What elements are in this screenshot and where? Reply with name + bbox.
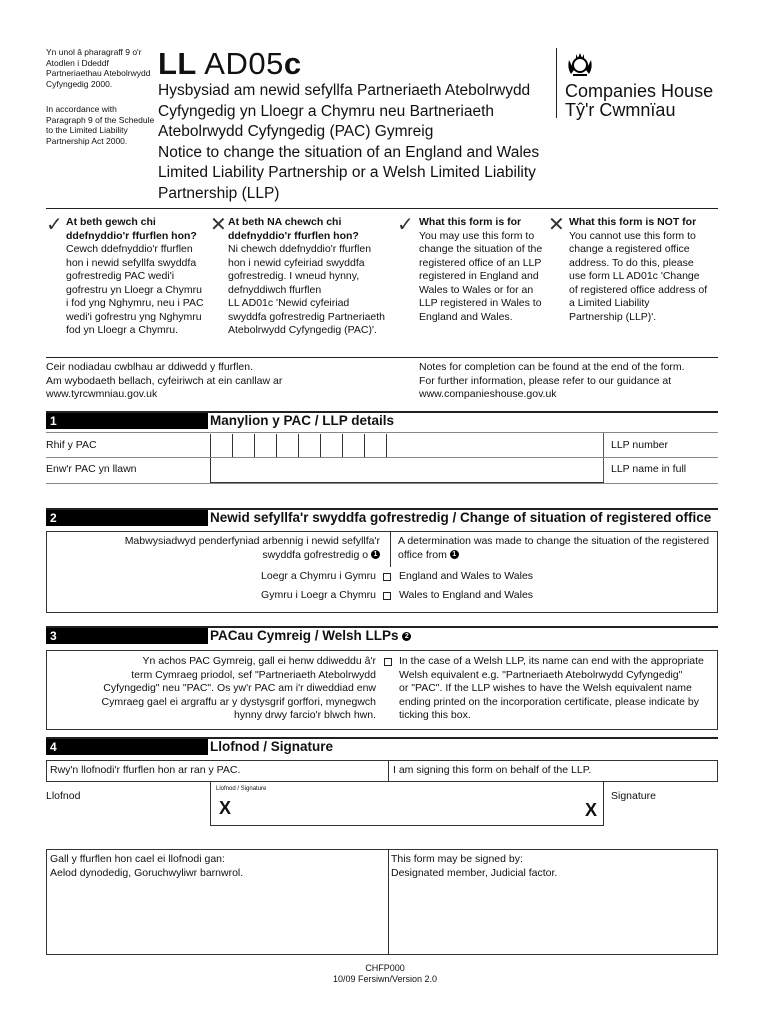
intro-top-rule [46, 208, 718, 209]
who-may-sign-english [391, 853, 711, 880]
title-english-line: Notice to change the situation of an England and Wales [158, 143, 540, 161]
cross-icon: ✕ [548, 214, 565, 236]
intro-col2-line: swyddfa gofrestredig Partneriaeth [228, 310, 386, 323]
section4-title: Llofnod / Signature [210, 739, 333, 754]
section2-title: Newid sefyllfa'r swyddfa gofrestredig / Change of situation of registered office [210, 510, 712, 525]
llp-number-label-welsh: Rhif y PAC [46, 439, 97, 451]
signature-label-english: Signature [611, 790, 656, 802]
opt1-label-welsh: Loegr a Chymru i Gymru [261, 570, 376, 582]
intro-col4-line: address. To do this, please [569, 256, 694, 269]
section3-welsh-line: Yn achos PAC Gymreig, gall ei henw ddiweddu â'r [142, 655, 376, 667]
footer-code: CHFP000 [365, 963, 405, 973]
section2-english-line: A determination was made to change the situation of the registered [398, 535, 710, 547]
intro-col3-line: LLP registered in Wales to [419, 297, 542, 309]
logo-english: Companies House [565, 81, 714, 101]
section2-welsh-question [60, 535, 380, 562]
title-welsh-line: Hysbysiad am newid sefyllfa Partneriaeth Atebolrwydd [158, 82, 531, 99]
sign-statement-welsh: Rwy'n llofnodi'r ffurflen hon ar ran y PAC. [50, 764, 241, 776]
section3-welsh-line: Cymraeg gael ei argraffu ar y dystysgrif gorffori, mynegwch [101, 695, 376, 708]
notes-english-link[interactable]: www.companieshouse.gov.uk [419, 388, 557, 400]
notes-english-line: Notes for completion can be found at the end of the form. [419, 361, 685, 373]
section3-english-line: Welsh equivalent e.g. "Partneriaeth Atebolrwydd Cyfyngedig" [399, 668, 683, 681]
section3-welsh-line: hynny drwy farcio'r blwch hwn. [233, 709, 376, 721]
who-may-sign-welsh [50, 853, 380, 880]
section2-number: 2 [46, 510, 208, 526]
intro-col3-line: England and Wales. [419, 310, 513, 323]
logo-welsh: Tŷ'r Cwmnïau [565, 100, 676, 120]
title-welsh-line: Atebolrwydd Cyfyngedig (PAC) Gymreig [158, 123, 434, 140]
welsh-llp-checkbox[interactable] [384, 658, 392, 666]
intro-col1-line: fod yn Lloegr a Chymru. [66, 324, 179, 336]
section2-english-line: office from [398, 548, 447, 561]
intro-col4-line: use form LL AD01c 'Change [569, 270, 700, 282]
who-english-line: This form may be signed by: [391, 853, 523, 865]
sign-statement-divider [388, 760, 389, 782]
intro-col3-line: change the situation of the [419, 243, 543, 255]
intro-col4-line: You cannot use this form to [569, 229, 696, 242]
section3-english-line: or "PAC". If the LLP wishes to have the Welsh equivalent name [399, 682, 692, 694]
signature-box-label: Llofnod / Signature [216, 786, 267, 792]
intro-col4-line: change a registered office [569, 243, 690, 255]
intro-col2-line: defnyddiwch ffurflen [228, 283, 322, 296]
opt2-label-english: Wales to England and Wales [399, 589, 534, 601]
opt1-checkbox[interactable] [383, 573, 391, 581]
opt2-label-welsh: Gymru i Loegr a Chymru [261, 589, 376, 601]
intro-col4-line: of registered office address of [569, 283, 708, 296]
notes-english [419, 361, 719, 402]
intro-col1 [66, 216, 216, 338]
section1-number: 1 [46, 413, 208, 429]
info-icon: 2 [402, 632, 411, 641]
section3-title-text: PACau Cymreig / Welsh LLPs [210, 628, 399, 643]
section3-welsh-line: Cyfyngedig" neu "PAC". Os yw'r PAC am i'r diweddiad enw [103, 682, 376, 694]
form-title [158, 81, 558, 204]
section1-title: Manylion y PAC / LLP details [210, 413, 395, 428]
section3-number: 3 [46, 628, 208, 644]
section3-title [210, 628, 411, 644]
title-welsh-line: Cyfyngedig yn Lloegr a Chymru neu Bartneriaeth [158, 102, 495, 120]
section4-number: 4 [46, 739, 208, 755]
intro-col2-title: At beth NA chewch chi [228, 216, 342, 228]
sign-statement-english: I am signing this form on behalf of the LLP. [393, 764, 592, 776]
section3-english-line: ticking this box. [399, 709, 471, 721]
who-may-sign-divider [388, 849, 389, 955]
intro-col3-line: Wales to Wales or for an [419, 283, 534, 296]
check-icon: ✓ [46, 214, 63, 236]
intro-col2-line: gofrestredig. I wneud hynny, [228, 270, 360, 282]
llp-number-label-english: LLP number [611, 439, 669, 451]
intro-col2-line: Atebolrwydd Cyfyngedig (PAC)'. [228, 324, 377, 336]
section2-english-question [398, 535, 718, 562]
who-welsh-line: Aelod dynodedig, Goruchwyliwr barnwrol. [50, 866, 244, 879]
form-code [158, 47, 302, 81]
intro-col3-title: What this form is for [419, 216, 522, 228]
intro-col1-line: Cewch ddefnyddio'r ffurflen [66, 243, 193, 255]
notes-welsh-link[interactable]: www.tyrcwmniau.gov.uk [46, 388, 158, 400]
intro-col4-line: Partnership (LLP)'. [569, 310, 657, 323]
intro-col4-line: a Limited Liability [569, 297, 650, 309]
footer-version: 10/09 Fersiwn/Version 2.0 [332, 974, 438, 984]
intro-col3-line: registered office of an LLP [419, 256, 542, 269]
info-icon: 1 [450, 550, 459, 559]
english-legal-note: In accordance with Paragraph 9 of the Schedule to the Limited Liability Partnership Act 2000. [46, 104, 155, 146]
royal-crest-icon [565, 48, 595, 83]
opt1-label-english: England and Wales to Wales [399, 570, 534, 582]
title-english-line: Limited Liability Partnership or a Welsh Limited Liability [158, 164, 536, 181]
signature-label-welsh: Llofnod [46, 790, 81, 802]
intro-col1-title: ddefnyddio'r ffurflen hon? [66, 229, 197, 242]
title-english-line: Partnership (LLP) [158, 184, 280, 202]
welsh-legal-note: Yn unol â pharagraff 9 o'r Atodlen i Ddeddf Partneriaethau Atebolrwydd Cyfyngedig 2000. [46, 47, 151, 89]
signature-x-left: X [219, 798, 232, 818]
intro-col1-title: At beth gewch chi [66, 216, 156, 228]
form-code-suffix: c [283, 46, 302, 81]
notes-top-rule [46, 357, 718, 358]
section3-english [399, 655, 717, 723]
signature-x-right: X [585, 800, 598, 820]
intro-col1-line: gofrestru yn Lloegr a Chymru [66, 283, 202, 296]
who-english-line: Designated member, Judicial factor. [391, 866, 558, 879]
section3-welsh-line: term Cymraeg priodol, sef "Partneriaeth Atebolrwydd [131, 668, 376, 681]
logo-divider [556, 48, 557, 118]
section3-welsh [60, 655, 376, 723]
section1-bottom-rule [46, 483, 718, 484]
llp-number-input[interactable] [210, 434, 390, 457]
section2-welsh-line: Mabwysiadwyd penderfyniad arbennig i newid sefyllfa'r [124, 535, 380, 547]
info-icon: 1 [371, 550, 380, 559]
intro-col1-line: gofrestredig PAC wedi'i [66, 270, 175, 282]
notes-english-line: For further information, please refer to our guidance at [419, 374, 672, 387]
intro-col1-line: wedi'i gofrestru yng Nghymru [66, 310, 202, 323]
signature-box[interactable] [210, 782, 604, 826]
opt2-checkbox[interactable] [383, 592, 391, 600]
intro-col3-line: registered in England and [419, 270, 539, 282]
intro-col3 [419, 216, 559, 324]
intro-col2-line: hon i newid cyfeiriad swyddfa [228, 256, 365, 269]
intro-col2-title: ddefnyddio'r ffurflen hon? [228, 229, 359, 242]
section3-english-line: In the case of a Welsh LLP, its name can end with the appropriate [399, 655, 704, 667]
section1-sub-rule [46, 432, 718, 433]
llp-name-input[interactable] [210, 458, 604, 483]
intro-col4-title: What this form is NOT for [569, 216, 697, 228]
intro-col3-line: You may use this form to [419, 229, 535, 242]
llp-name-label-english: LLP name in full [611, 463, 687, 475]
check-icon: ✓ [397, 214, 414, 236]
section2-divider [390, 531, 391, 567]
form-code-prefix: LL [158, 46, 197, 81]
llp-name-label-welsh: Enw'r PAC yn llawn [46, 463, 137, 475]
cross-icon: ✕ [210, 214, 227, 236]
notes-welsh [46, 361, 406, 402]
intro-col2-line: Ni chewch ddefnyddio'r ffurflen [228, 243, 372, 255]
notes-welsh-line: Ceir nodiadau cwblhau ar ddiwedd y ffurflen. [46, 361, 254, 373]
footer [280, 963, 490, 985]
section3-english-line: ending printed on the incorporation certificate, please indicate by [399, 695, 700, 708]
section2-welsh-line: swyddfa gofrestredig o [262, 548, 369, 561]
intro-col2-line: LL AD01c 'Newid cyfeiriad [228, 297, 350, 309]
form-code-mid: AD05 [204, 46, 284, 81]
who-welsh-line: Gall y ffurflen hon cael ei llofnodi gan: [50, 853, 225, 865]
intro-col2 [228, 216, 398, 338]
notes-welsh-line: Am wybodaeth bellach, cyfeiriwch at ein canllaw ar [46, 374, 283, 387]
intro-col1-line: i fod yng Nghymru, neu i PAC [66, 297, 204, 309]
intro-col4 [569, 216, 719, 324]
intro-col1-line: hon i newid sefyllfa swyddfa [66, 256, 197, 269]
